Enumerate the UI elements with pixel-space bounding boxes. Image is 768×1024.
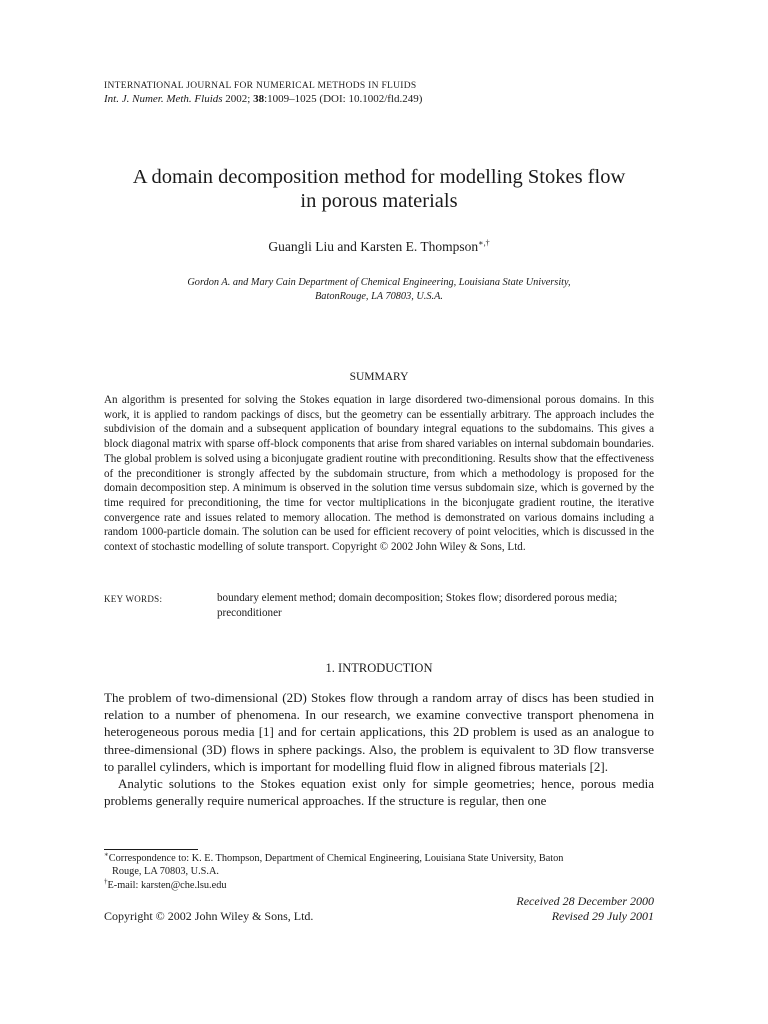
affiliation-line-1: Gordon A. and Mary Cain Department of Chemical Engineering, Louisiana State University, [187, 277, 571, 288]
correspondence-line-2: Rouge, LA 70803, U.S.A. [112, 866, 219, 878]
article-authors [104, 239, 654, 255]
introduction-heading: 1. INTRODUCTION [325, 661, 433, 675]
summary-heading: SUMMARY [349, 371, 409, 383]
keywords-text: boundary element method; domain decomposition; Stokes flow; disordered porous media; preconditioner [217, 592, 618, 619]
journal-pages: :1009–1025 [264, 93, 317, 105]
keywords-label: KEY WORDS: [104, 594, 163, 604]
article-title [104, 165, 654, 213]
received-date: Received 28 December 2000 [516, 894, 654, 908]
footnote-mark-2: † [104, 877, 108, 886]
introduction-paragraph-2: Analytic solutions to the Stokes equation exist only for simple geometries; hence, porous media problems generally require numerical approaches. If the structure is regular, then one [104, 776, 654, 809]
revised-date: Revised 29 July 2001 [551, 909, 654, 923]
copyright-notice: Copyright © 2002 John Wiley & Sons, Ltd. [104, 909, 314, 923]
journal-reference [104, 93, 664, 105]
journal-abbreviation: Int. J. Numer. Meth. Fluids [104, 93, 223, 105]
author-names: Guangli Liu and Karsten E. Thompson [268, 239, 479, 254]
received-dates [404, 894, 654, 924]
footnote-mark-1: ∗ [104, 850, 109, 859]
title-line-1: A domain decomposition method for modelling Stokes flow [132, 166, 626, 188]
correspondence-footnote [104, 852, 664, 865]
affiliation-line-2: BatonRouge, LA 70803, U.S.A. [315, 290, 443, 302]
correspondence-line-1: Correspondence to: K. E. Thompson, Department of Chemical Engineering, Louisiana State University, Baton [108, 853, 564, 864]
author-affiliation [104, 276, 654, 303]
journal-doi: (DOI: 10.1002/fld.249) [319, 93, 423, 105]
summary-text: An algorithm is presented for solving the Stokes equation in large disordered two-dimensional porous domains. In this work, it is applied to random packings of discs, but the geometry can be essentially arbitrary. The approach includes the subdivision of the domain and a subsequent application of boundary integral equations to the subdomains. This gives a block diagonal matrix with sparse off-block components that arise from shared variables on internal subdomain boundaries. The global problem is solved using a biconjugate gradient routine with preconditioning. Results show that the effectiveness of the preconditioner is strongly affected by the subdomain structure, from which a methodology is proposed for the domain decomposition step. A minimum is observed in the solution time versus subdomain size, which is governed by the time required for preconditioning, the time for vector multiplications in the biconjugate gradient routine, the iterative convergence rate and issues related to memory allocation. The method is demonstrated on various domains including a random 1000-particle domain. The solution can be used for efficient recovery of point velocities, which is discussed in the context of stochastic modelling of solute transport. Copyright © 2002 John Wiley & Sons, Ltd. [104, 394, 654, 554]
introduction-body [104, 689, 654, 809]
journal-year: 2002; [225, 93, 251, 105]
author-footnote-marks: ∗,† [478, 238, 490, 248]
title-line-2: in porous materials [300, 190, 458, 212]
email-text: E-mail: karsten@che.lsu.edu [107, 879, 227, 891]
keywords [104, 591, 664, 620]
introduction-paragraph-1: The problem of two-dimensional (2D) Stokes flow through a random array of discs has been studied in relation to a number of phenomena. In our research, we examine convective transport phenomena in heterogeneous porous media [1] and for certain applications, this 2D problem is used as an analogue to three-dimensional (3D) flows in sphere packings. Also, the problem is equivalent to 3D flow transverse to parallel cylinders, which is important for modelling fluid flow in aligned fibrous materials [2]. [104, 690, 654, 774]
journal-name: INTERNATIONAL JOURNAL FOR NUMERICAL METHODS IN FLUIDS [104, 81, 417, 91]
footnote-rule [104, 849, 198, 850]
email-footnote [104, 879, 664, 892]
footnotes [104, 852, 664, 892]
journal-volume: 38 [253, 93, 265, 105]
